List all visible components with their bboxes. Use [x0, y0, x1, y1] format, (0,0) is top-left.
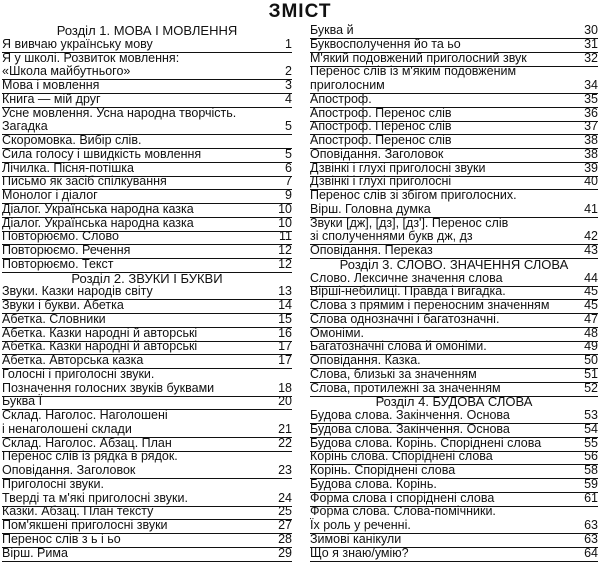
toc-page-number: 42: [584, 229, 598, 244]
toc-entry-title: Мова і мовлення: [2, 78, 100, 92]
toc-entry-title: Вірші-небилиці. Правда і вигадка.: [310, 284, 506, 299]
toc-page-number: 14: [278, 298, 292, 312]
toc-page-number: 43: [584, 243, 598, 257]
section-heading-label: Розділ 1. МОВА І МОВЛЕННЯ: [56, 23, 238, 38]
toc-entry-title: Вірш. Рима: [2, 545, 68, 560]
toc-page-number: 17: [278, 353, 292, 367]
toc-page-number: 41: [584, 201, 598, 216]
toc-entry-title: Форма слова. Слова-помічники.: [310, 504, 496, 519]
toc-entry-title: Діалог. Українська народна казка: [2, 201, 194, 216]
toc-page-number: 63: [584, 518, 598, 532]
toc-page-number: 48: [584, 325, 598, 340]
toc-entry-title: Повторюємо. Слово: [2, 229, 119, 244]
toc-entry-title: Будова слова. Корінь. Споріднені слова: [310, 435, 542, 450]
toc-entry-title: Звуки і букви. Абетка: [2, 298, 124, 312]
toc-page-number: 20: [278, 394, 292, 409]
toc-page-number: 45: [584, 298, 598, 312]
toc-entry-title: Апостроф. Перенос слів: [310, 133, 452, 147]
toc-page-number: 52: [584, 380, 598, 395]
toc-page-number: 38: [584, 133, 598, 147]
toc-page-number: 15: [278, 311, 292, 326]
toc-entry-title: Що я знаю/умію?: [310, 545, 409, 560]
toc-page-number: 25: [278, 504, 292, 519]
toc-page-number: 51: [584, 366, 598, 381]
toc-page-number: 28: [278, 531, 292, 546]
toc-page-number: 17: [278, 339, 292, 354]
toc-entry-title: Я у школі. Розвиток мовлення:: [2, 50, 180, 65]
toc-page-number: 63: [584, 531, 598, 546]
toc-entry-title: Корінь. Споріднені слова: [310, 463, 456, 477]
toc-page-number: 53: [584, 408, 598, 422]
toc-entry-title: Абетка. Авторська казка: [2, 353, 144, 367]
toc-entry-title: Письмо як засіб спілкування: [2, 174, 167, 189]
toc-page-number: 13: [278, 284, 292, 299]
toc-entry-title: Оповідання. Заголовок: [310, 146, 444, 161]
section-heading-label: Розділ 2. ЗВУКИ І БУКВИ: [71, 270, 223, 286]
toc-page-number: 2: [285, 64, 292, 79]
toc-entry-title: Будова слова. Корінь.: [310, 476, 437, 491]
toc-page-number: 37: [584, 119, 598, 134]
toc-entry-title: Я вивчаю українську мову: [2, 36, 153, 51]
toc-entry-title: Голосні і приголосні звуки.: [2, 366, 155, 381]
toc-page-number: 16: [278, 325, 292, 340]
toc-page-number: 10: [278, 215, 292, 230]
toc-page-number: 31: [584, 36, 598, 51]
toc-page-number: 5: [285, 146, 292, 161]
toc-entry-title: Лічилка. Пісня-потішка: [2, 160, 134, 175]
toc-page-number: 54: [584, 421, 598, 436]
toc-page-number: 27: [278, 518, 292, 532]
toc-entry-title: Омоніми.: [310, 325, 364, 340]
toc-entry-title: Буквосполучення йо та ьо: [310, 36, 461, 51]
toc-page-number: 32: [584, 50, 598, 65]
toc-page-number: 45: [584, 284, 598, 299]
toc-page-number: 59: [584, 476, 598, 491]
toc-page-number: 55: [584, 435, 598, 450]
toc-entry-title: Склад. Наголос. Абзац. План: [2, 435, 172, 450]
toc-entry-title: Абетка. Казки народні й авторські: [2, 325, 198, 340]
toc-page-number: 5: [285, 119, 292, 134]
toc-entry-title: Форма слова і споріднені слова: [310, 490, 495, 505]
toc-entry-title: Склад. Наголос. Наголошені: [2, 408, 168, 422]
section-heading-label: Розділ 3. СЛОВО. ЗНАЧЕННЯ СЛОВА: [339, 256, 569, 272]
toc-page-number: 7: [285, 174, 292, 189]
page-title: ЗМІСТ: [268, 1, 332, 22]
toc-entry-title: Книга — мій друг: [2, 91, 101, 106]
toc-entry-title: Слова однозначні і багатозначні.: [310, 311, 500, 326]
toc-entry-title: Загадка: [2, 119, 48, 134]
toc-entry-title: М'який подовжений приголосний звук: [310, 50, 527, 65]
toc-entry-title: Буква й: [310, 23, 354, 37]
toc-entry-title: Будова слова. Закінчення. Основа: [310, 421, 510, 436]
toc-page-number: 18: [278, 380, 292, 395]
toc-page-number: 22: [278, 435, 292, 450]
toc-page-number: 10: [278, 201, 292, 216]
toc-entry-title: Пом'якшені приголосні звуки: [2, 518, 168, 532]
toc-entry-title: Оповідання. Заголовок: [2, 463, 136, 477]
toc-entry-title: Звуки [дж], [дз], [дз']. Перенос слів: [310, 215, 509, 230]
toc-entry-title: Слова, протилежні за значенням: [310, 380, 501, 395]
toc-page-number: 44: [584, 270, 598, 285]
toc-page-number: 23: [278, 463, 292, 477]
toc-page-number: 9: [285, 188, 292, 202]
toc-entry-title: Апостроф. Перенос слів: [310, 105, 452, 120]
toc-entry-title: Повторюємо. Речення: [2, 243, 131, 257]
toc-entry-title: Слово. Лексичне значення слова: [310, 270, 503, 285]
toc-entry-title: Перенос слів зі збігом приголосних.: [310, 188, 517, 202]
toc-entry-title: Перенос слів із м'яким подовженим: [310, 64, 517, 79]
toc-page-number: 64: [584, 545, 598, 560]
toc-entry-title: Дзвінкі і глухі приголосні звуки: [310, 160, 486, 175]
toc-entry-title: Буква Ї: [2, 394, 43, 409]
toc-page-number: 40: [584, 174, 598, 189]
toc-entry-title: Апостроф. Перенос слів: [310, 119, 452, 134]
toc-entry-title: Їх роль у реченні.: [310, 518, 411, 532]
toc-entry-title: Скоромовка. Вибір слів.: [2, 133, 142, 147]
toc-page-number: 4: [285, 91, 292, 106]
toc-page-number: 29: [278, 545, 292, 560]
toc-entry-title: Багатозначні слова й омоніми.: [310, 339, 487, 354]
toc-entry-title: Сила голосу і швидкість мовлення: [2, 146, 202, 161]
toc-entry-title: Перенос слів з ь і ьо: [2, 531, 121, 546]
toc-entry-title: Слова з прямим і переносним значенням: [310, 298, 550, 312]
toc-entry-title: Вірш. Головна думка: [310, 201, 431, 216]
toc-entry-title: Перенос слів із рядка в рядок.: [2, 449, 178, 464]
toc-page-number: 50: [584, 353, 598, 367]
toc-page-number: 49: [584, 339, 598, 354]
toc-page-number: 47: [584, 311, 598, 326]
toc-entry-title: зі сполученнями букв дж, дз: [310, 229, 473, 244]
toc-entry-title: Усне мовлення. Усна народна творчість.: [2, 105, 237, 120]
toc-entry-title: Дзвінкі і глухі приголосні: [310, 174, 452, 189]
toc-page-number: 36: [584, 105, 598, 120]
toc-page-number: 34: [584, 78, 598, 92]
toc-entry-title: Будова слова. Закінчення. Основа: [310, 408, 510, 422]
toc-entry-title: Абетка. Казки народні й авторські: [2, 339, 198, 354]
toc-entry-title: Апостроф.: [310, 91, 372, 106]
toc-page-number: 6: [285, 160, 292, 175]
toc-entry: [310, 545, 598, 562]
toc-page-number: 35: [584, 91, 598, 106]
toc-page-number: 11: [279, 229, 292, 244]
toc-entry-title: Оповідання. Казка.: [310, 353, 421, 367]
toc-entry-title: Діалог. Українська народна казка: [2, 215, 194, 230]
toc-entry-title: «Школа майбутнього»: [2, 64, 131, 79]
toc-page-number: 30: [584, 23, 598, 37]
toc-entry-title: Монолог і діалог: [2, 188, 98, 202]
toc-page-number: 38: [584, 146, 598, 161]
toc-entry-title: Казки. Абзац. План тексту: [2, 504, 154, 519]
toc-entry-title: і ненаголошені склади: [2, 421, 132, 436]
toc-page-number: 56: [584, 449, 598, 464]
toc-entry-title: Повторюємо. Текст: [2, 256, 114, 271]
toc-page-number: 3: [285, 78, 292, 92]
toc-entry-title: Корінь слова. Споріднені слова: [310, 449, 493, 464]
toc-entry-title: Позначення голосних звуків буквами: [2, 380, 215, 395]
toc-entry-title: Зимові канікули: [310, 531, 402, 546]
toc-entry-title: Тверді та м'які приголосні звуки.: [2, 490, 188, 505]
toc-page-number: 61: [584, 490, 598, 505]
toc-entry-title: Звуки. Казки народів світу: [2, 284, 153, 299]
toc-entry-title: приголосним: [310, 78, 385, 92]
toc-page-number: 1: [285, 36, 292, 51]
toc-page-number: 12: [278, 256, 292, 271]
toc-entry: [2, 545, 292, 562]
toc-page-number: 21: [278, 421, 292, 436]
toc-entry-title: Слова, близькі за значенням: [310, 366, 477, 381]
toc-entry-title: Приголосні звуки.: [2, 476, 104, 491]
toc-page-number: 58: [584, 463, 598, 477]
toc-page-number: 39: [584, 160, 598, 175]
toc-page-number: 24: [278, 490, 292, 505]
section-heading-label: Розділ 4. БУДОВА СЛОВА: [375, 394, 533, 410]
toc-page-number: 12: [278, 243, 292, 257]
toc-entry-title: Абетка. Словники: [2, 311, 106, 326]
toc-entry-title: Оповідання. Переказ: [310, 243, 433, 257]
